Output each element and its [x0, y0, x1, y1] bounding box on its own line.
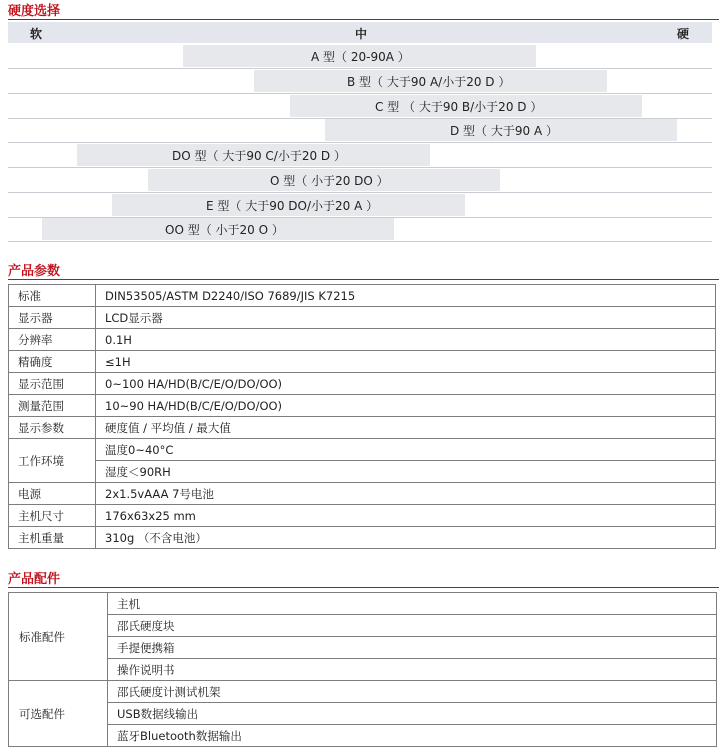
table-row — [9, 505, 716, 527]
hardness-band-row-o — [8, 168, 712, 193]
table-row — [9, 395, 716, 417]
table-row — [9, 637, 717, 659]
hardness-band-row-do — [8, 143, 712, 168]
param-key: 显示器 — [9, 307, 96, 329]
param-value: 0~100 HA/HD(B/C/E/O/DO/OO) — [96, 373, 716, 395]
hardness-band-row-e — [8, 193, 712, 218]
param-value: DIN53505/ASTM D2240/ISO 7689/JIS K7215 — [96, 285, 716, 307]
table-row — [9, 285, 716, 307]
scale-hard-label: 硬 — [677, 27, 690, 41]
hardness-band-label-c: C 型 （ 大于90 B/小于20 D ） — [375, 100, 543, 114]
param-key: 电源 — [9, 483, 96, 505]
accessory-item: 蓝牙Bluetooth数据输出 — [108, 725, 717, 747]
accessory-group-key: 可选配件 — [9, 681, 108, 747]
table-row — [9, 681, 717, 703]
param-value: LCD显示器 — [96, 307, 716, 329]
hardness-band-row-d — [8, 118, 712, 143]
hardness-band-label-b: B 型（ 大于90 A/小于20 D ） — [347, 75, 511, 89]
param-key: 分辨率 — [9, 329, 96, 351]
hardness-band-row-oo — [8, 217, 712, 242]
table-row — [9, 307, 716, 329]
scale-soft-label: 软 — [30, 27, 43, 41]
hardness-section-title: 硬度选择 — [8, 4, 61, 19]
table-row — [9, 593, 717, 615]
hardness-band-label-d: D 型（ 大于90 A ） — [450, 124, 558, 138]
param-value: 0.1H — [96, 329, 716, 351]
accessory-item: 邵氏硬度计测试机架 — [108, 681, 717, 703]
params-section-title: 产品参数 — [8, 264, 61, 279]
table-row — [9, 351, 716, 373]
accessory-group-key: 标准配件 — [9, 593, 108, 681]
param-key: 主机重量 — [9, 527, 96, 549]
hardness-band-label-a: A 型（ 20-90A ） — [311, 50, 410, 64]
scale-middle-label: 中 — [355, 27, 368, 41]
hardness-title-rule — [8, 19, 719, 20]
param-value: 湿度＜90RH — [96, 461, 716, 483]
hardness-band-row-a — [8, 44, 712, 69]
accessory-item: 手提便携箱 — [108, 637, 717, 659]
param-key: 主机尺寸 — [9, 505, 96, 527]
accessory-item: 操作说明书 — [108, 659, 717, 681]
accessory-item: USB数据线输出 — [108, 703, 717, 725]
table-row — [9, 483, 716, 505]
table-row — [9, 703, 717, 725]
param-value: 2x1.5vAAA 7号电池 — [96, 483, 716, 505]
param-key: 标准 — [9, 285, 96, 307]
param-key: 显示参数 — [9, 417, 96, 439]
accessories-title-rule — [8, 587, 719, 588]
hardness-band-label-oo: OO 型（ 小于20 O ） — [165, 223, 284, 237]
table-row — [9, 461, 716, 483]
params-table — [8, 284, 716, 549]
table-row — [9, 659, 717, 681]
param-value: 10~90 HA/HD(B/C/E/O/DO/OO) — [96, 395, 716, 417]
param-key: 工作环境 — [9, 439, 96, 483]
table-row — [9, 527, 716, 549]
param-value: 176x63x25 mm — [96, 505, 716, 527]
table-row — [9, 329, 716, 351]
table-row — [9, 615, 717, 637]
hardness-band-label-do: DO 型（ 大于90 C/小于20 D ） — [172, 149, 346, 163]
hardness-band-label-e: E 型（ 大于90 DO/小于20 A ） — [206, 199, 379, 213]
param-value: ≤1H — [96, 351, 716, 373]
hardness-band-label-o: O 型（ 小于20 DO ） — [270, 174, 389, 188]
table-row — [9, 417, 716, 439]
table-row — [9, 725, 717, 747]
accessories-table — [8, 592, 717, 747]
hardness-band-row-b — [8, 69, 712, 94]
param-value: 温度0~40°C — [96, 439, 716, 461]
param-key: 显示范围 — [9, 373, 96, 395]
hardness-band-row-c — [8, 94, 712, 119]
hardness-scale-header — [8, 22, 712, 43]
param-value: 310g （不含电池） — [96, 527, 716, 549]
param-key: 精确度 — [9, 351, 96, 373]
param-key: 测量范围 — [9, 395, 96, 417]
accessories-section-title: 产品配件 — [8, 572, 61, 587]
params-title-rule — [8, 279, 719, 280]
param-value: 硬度值 / 平均值 / 最大值 — [96, 417, 716, 439]
accessory-item: 主机 — [108, 593, 717, 615]
table-row — [9, 439, 716, 461]
table-row — [9, 373, 716, 395]
accessory-item: 邵氏硬度块 — [108, 615, 717, 637]
